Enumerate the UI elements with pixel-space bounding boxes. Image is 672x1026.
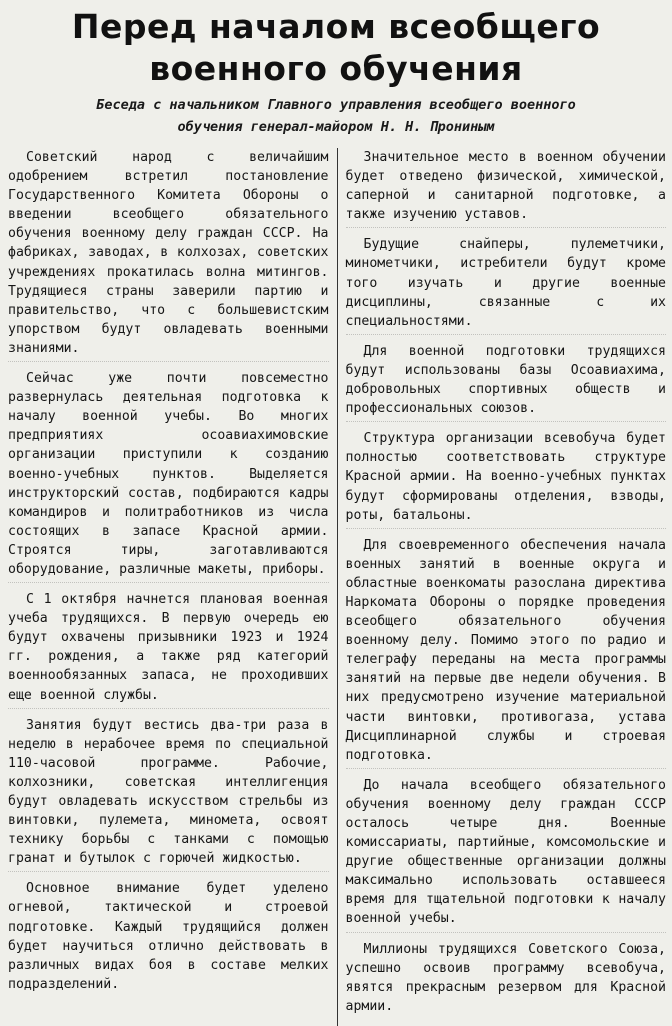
- paragraph: Занятия будут вестись два-три раза в неделю в нерабочее время по специальной 110-часовой программе. Рабочие, колхозники, советская интеллигенция будут овладевать искусством стрельбы из винтовки, пулемета, миномета, освоят технику борьбы с танками с помощью гранат и бутылок с горючей жидкостью.: [8, 716, 329, 873]
- right-column: [338, 148, 667, 1026]
- article-subtitle: [8, 94, 664, 138]
- paragraph: Для своевременного обеспечения начала военных занятий в военные округа и областные военкоматы разослана директива Наркомата Обороны о порядке проведения всеобщего обязательного обучения военному делу. Помимо этого по радио и телеграфу переданы на места программы занятий на первые две недели обучения. В них предусмотрено изучение материальной части винтовки, противогаза, устава Дисциплинарной службы и строевая подготовка.: [346, 536, 667, 769]
- headline-line-1: Перед началом всеобщего: [71, 7, 601, 46]
- paragraph: С 1 октября начнется плановая военная учеба трудящихся. В первую очередь ею будут охвачены призывники 1923 и 1924 гг. рождения, а также ряд категорий военнообязанных запаса, не проходивших еще военной службы.: [8, 590, 329, 709]
- paragraph: Структура организации всевобуча будет полностью соответствовать структуре Красной армии. На военно-учебных пунктах будут сформированы отделения, взводы, роты, батальоны.: [346, 429, 667, 528]
- left-column: [8, 148, 338, 1026]
- subtitle-line-1: Беседа с начальником Главного управления всеобщего военного: [96, 97, 576, 113]
- article-body: [8, 148, 666, 1026]
- subtitle-line-2: обучения генерал-майором Н. Н. Прониным: [177, 119, 495, 135]
- paragraph: До начала всеобщего обязательного обучения военному делу граждан СССР осталось четыре дня. Военные комиссариаты, партийные, комсомольские и другие общественные организации должны максимально использовать оставшееся время для тщательной подготовки к началу военной учебы.: [346, 776, 667, 933]
- paragraph: Основное внимание будет уделено огневой, тактической и строевой подготовке. Каждый трудящийся должен будет научиться отлично действовать в различных видах боя в составе мелких подразделений.: [8, 881, 329, 992]
- paragraph: Миллионы трудящихся Советского Союза, успешно освоив программу всевобуча, явятся прекрасным резервом для Красной армии.: [345, 941, 666, 1014]
- newspaper-page: [0, 6, 672, 1014]
- paragraph: Будущие снайперы, пулеметчики, минометчики, истребители будут кроме того изучать и другие военные дисциплины, связанные с их специальностями.: [346, 235, 667, 334]
- article-headline: [8, 6, 664, 90]
- paragraph: Советский народ с величайшим одобрением встретил постановление Государственного Комитета Обороны о введении всеобщего обязательного обучения военному делу граждан СССР. На фабриках, заводах, в колхозах, советских учреждениях прокатилась волна митингов. Трудящиеся страны заверили партию и правительство, что с большевистским упорством будут овладевать военными знаниями.: [8, 148, 329, 362]
- headline-line-2: военного обучения: [149, 49, 523, 88]
- paragraph: Для военной подготовки трудящихся будут использованы базы Осоавиахима, добровольных спортивных обществ и профессиональных союзов.: [346, 342, 667, 422]
- paragraph: Сейчас уже почти повсеместно развернулась деятельная подготовка к началу военной учебы. Во многих предприятиях осоавиахимовские организации приступили к созданию военно-учебных пунктов. Выделяется инструкторский состав, подбираются кадры командиров и политработников из числа состоящих в запасе Красной армии. Строятся тиры, заготавливаются оборудование, различные макеты, приборы.: [8, 369, 329, 583]
- paragraph: Значительное место в военном обучении будет отведено физической, химической, саперной и санитарной подготовке, а также изучению уставов.: [346, 148, 667, 228]
